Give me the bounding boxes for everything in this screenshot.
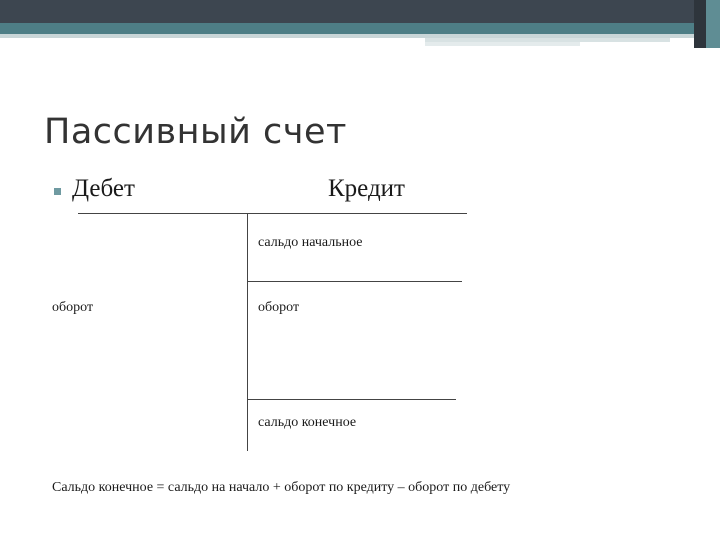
slide-title: Пассивный счет xyxy=(44,112,347,152)
header-decoration-band xyxy=(0,0,720,48)
credit-turnover-underline xyxy=(247,399,456,400)
credit-column-heading: Кредит xyxy=(328,175,405,202)
bullet-icon xyxy=(54,188,61,195)
credit-opening-underline xyxy=(247,281,462,282)
header-corner-accent xyxy=(706,0,720,48)
debit-turnover: оборот xyxy=(52,300,94,315)
t-account-divider xyxy=(247,213,248,451)
closing-balance-formula: Сальдо конечное = сальдо на начало + оборот по кредиту – оборот по дебету xyxy=(52,480,511,495)
header-band-light xyxy=(425,42,580,46)
credit-turnover: оборот xyxy=(258,300,300,315)
debit-column-heading: Дебет xyxy=(72,175,135,202)
credit-opening-balance: сальдо начальное xyxy=(258,235,363,250)
credit-closing-balance: сальдо конечное xyxy=(258,415,357,430)
header-band-dark xyxy=(0,0,720,23)
header-band-teal xyxy=(0,23,720,34)
t-account-top-line xyxy=(78,213,467,214)
